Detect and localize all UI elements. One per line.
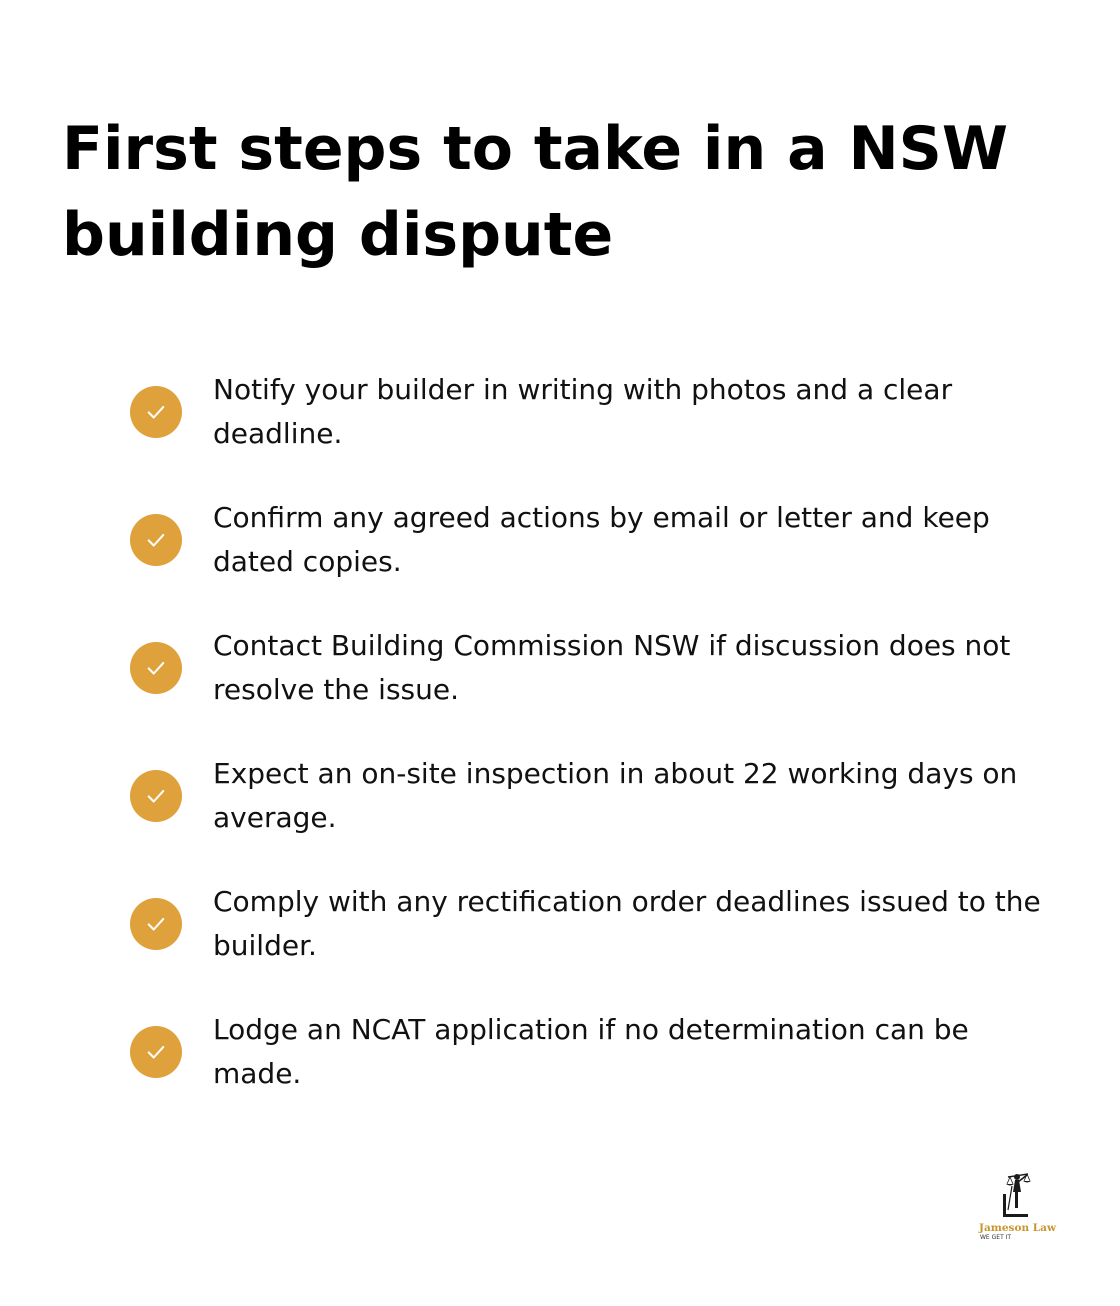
step-text: Lodge an NCAT application if no determination can be made. xyxy=(213,1013,969,1090)
checkmark-icon xyxy=(130,770,182,822)
list-item xyxy=(0,1008,1120,1136)
list-item xyxy=(0,368,1120,496)
brand-logo xyxy=(976,1168,1056,1246)
step-text: Notify your builder in writing with photos and a clear deadline. xyxy=(213,373,953,450)
step-text: Confirm any agreed actions by email or letter and keep dated copies. xyxy=(213,501,990,578)
steps-list xyxy=(0,368,1120,1136)
list-item xyxy=(0,496,1120,624)
checkmark-icon xyxy=(130,386,182,438)
checkmark-icon xyxy=(130,514,182,566)
checkmark-icon xyxy=(130,642,182,694)
checkmark-icon xyxy=(130,898,182,950)
checkmark-icon xyxy=(130,1026,182,1078)
page-title: First steps to take in a NSW building dispute xyxy=(62,114,1009,270)
step-text: Contact Building Commission NSW if discussion does not resolve the issue. xyxy=(213,629,1011,706)
logo-name: Jameson Law xyxy=(979,1222,1056,1234)
step-text: Expect an on-site inspection in about 22 working days on average. xyxy=(213,757,1018,834)
list-item xyxy=(0,624,1120,752)
list-item xyxy=(0,752,1120,880)
logo-tagline: WE GET IT xyxy=(980,1234,1012,1241)
step-text: Comply with any rectification order deadlines issued to the builder. xyxy=(213,885,1041,962)
list-item xyxy=(0,880,1120,1008)
lady-justice-icon xyxy=(994,1168,1034,1222)
